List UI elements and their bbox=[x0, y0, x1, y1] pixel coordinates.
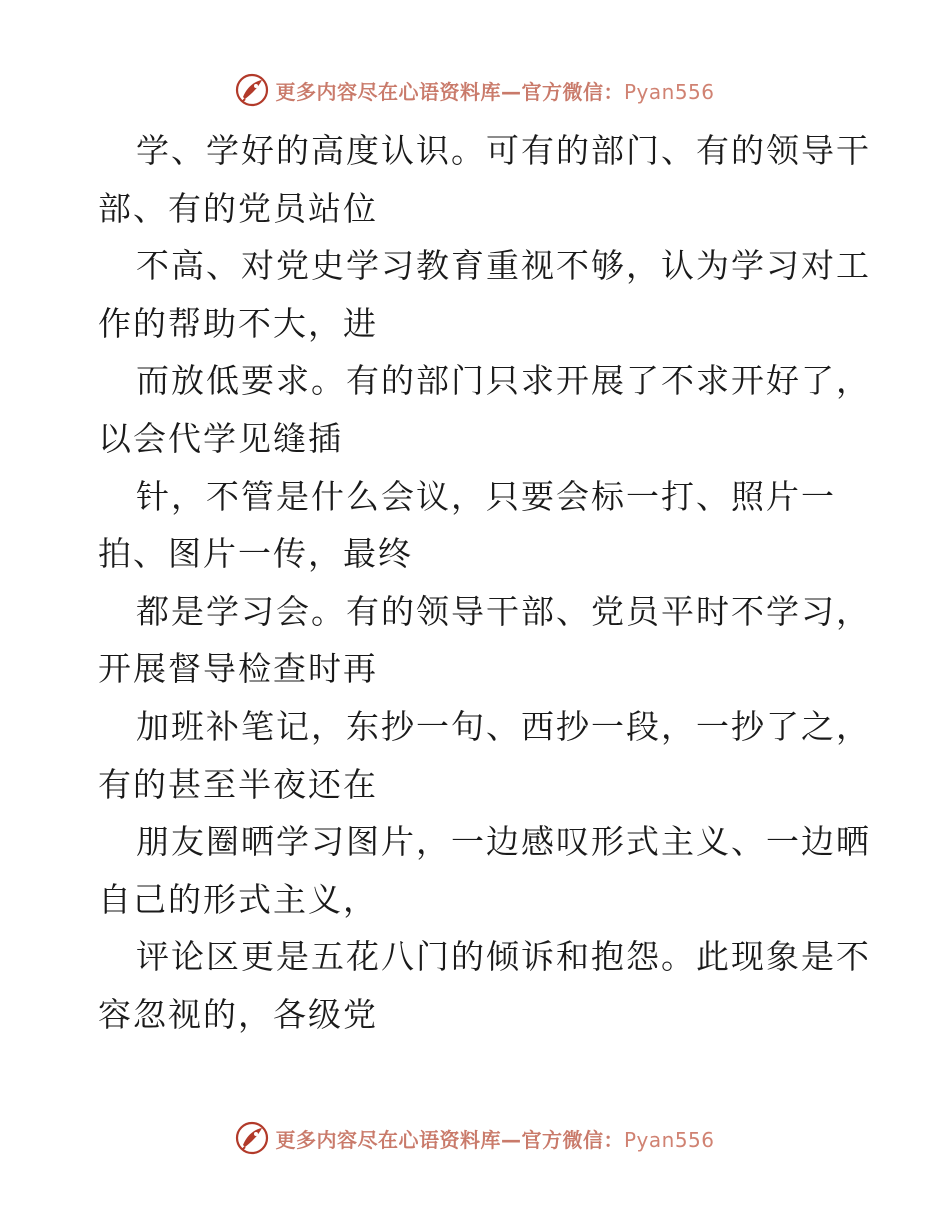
text-line: 学、学好的高度认识。可有的部门、有的领导干 bbox=[136, 131, 871, 170]
ink-pen-logo-icon bbox=[235, 1121, 269, 1155]
header-watermark bbox=[0, 70, 950, 110]
footer-watermark bbox=[0, 1118, 950, 1158]
text-line: 都是学习会。有的领导干部、党员平时不学习， bbox=[136, 591, 871, 631]
text-line: 容忽视的，各级党 bbox=[98, 994, 378, 1034]
text-line: 自己的形式主义， bbox=[98, 879, 378, 919]
text-line: 作的帮助不大，进 bbox=[98, 303, 378, 343]
text-line: 开展督导检查时再 bbox=[98, 649, 378, 689]
ink-pen-logo-icon bbox=[235, 73, 269, 107]
text-line: 有的甚至半夜还在 bbox=[98, 764, 378, 804]
text-line: 朋友圈晒学习图片，一边感叹形式主义、一边晒 bbox=[136, 822, 871, 862]
text-line: 不高、对党史学习教育重视不够，认为学习对工 bbox=[136, 246, 871, 286]
text-line: 评论区更是五花八门的倾诉和抱怨。此现象是不 bbox=[136, 937, 871, 977]
text-line: 以会代学见缝插 bbox=[98, 418, 343, 458]
text-line: 而放低要求。有的部门只求开展了不求开好了， bbox=[136, 361, 871, 401]
document-body bbox=[98, 122, 871, 1044]
watermark-text: 更多内容尽在心语资料库—官方微信：Pyan556 bbox=[275, 79, 715, 104]
text-line: 部、有的党员站位 bbox=[98, 188, 378, 228]
text-line: 针，不管是什么会议，只要会标一打、照片一 bbox=[136, 476, 836, 516]
text-line: 拍、图片一传，最终 bbox=[98, 534, 413, 574]
watermark-text: 更多内容尽在心语资料库—官方微信：Pyan556 bbox=[275, 1127, 715, 1152]
text-line: 加班补笔记，东抄一句、西抄一段，一抄了之， bbox=[136, 706, 871, 746]
